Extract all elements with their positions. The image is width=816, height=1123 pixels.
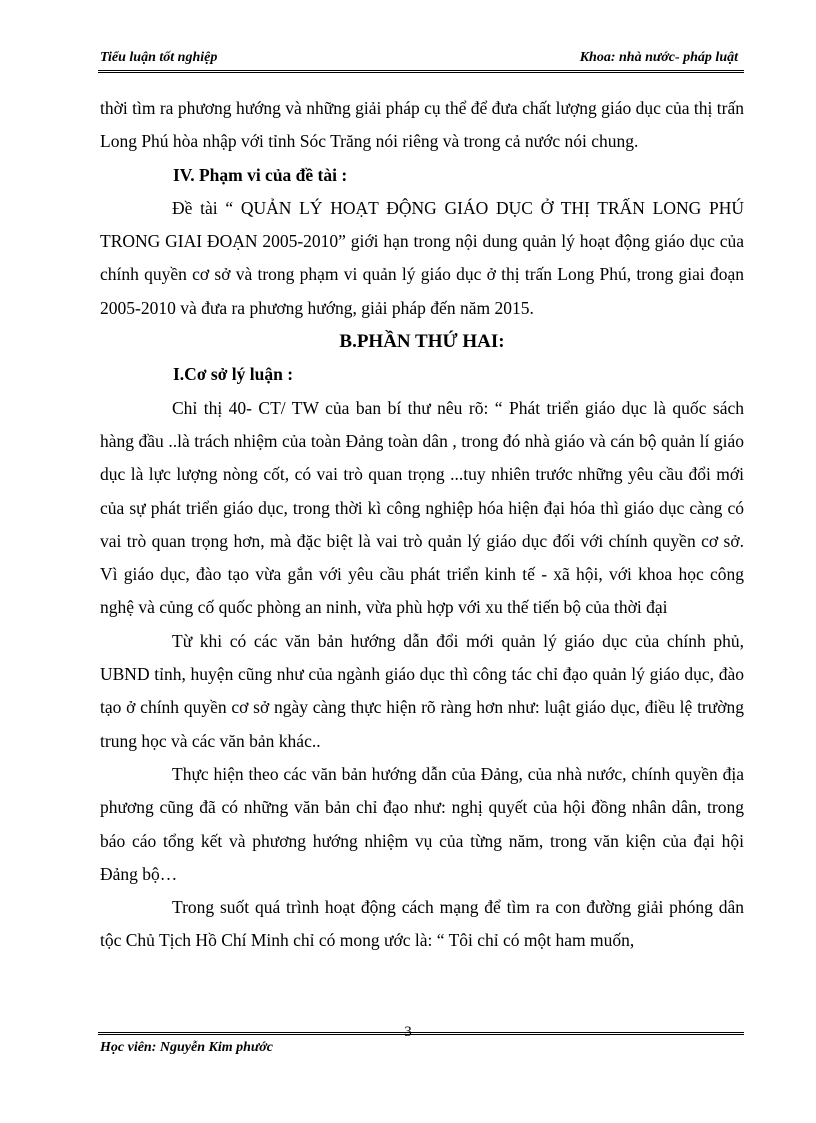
header-left-title: Tiểu luận tốt nghiệp [100, 50, 218, 65]
paragraph-scope: Đề tài “ QUẢN LÝ HOẠT ĐỘNG GIÁO DỤC Ở THỊ TRẤN LONG PHÚ TRONG GIAI ĐOẠN 2005-2010” giới hạn trong nội dung quản lý hoạt động giáo dục của chính quyền cơ sở và trong phạm vi quản lý giáo dục ở thị trấn Long Phú, trong giai đoạn 2005-2010 và đưa ra phương hướng, giải pháp đến năm 2015. [100, 197, 744, 318]
header-divider [98, 70, 744, 73]
paragraph-ho-chi-minh: Trong suốt quá trình hoạt động cách mạng để tìm ra con đường giải phóng dân tộc Chủ Tịch Hồ Chí Minh chỉ có mong ước là: “ Tôi chỉ có một ham muốn, [100, 897, 744, 951]
paragraph-intro: thời tìm ra phương hướng và những giải pháp cụ thể để đưa chất lượng giáo dục của thị trấn Long Phú hòa nhập với tỉnh Sóc Trăng nói riêng và trong cả nước nói chung. [100, 98, 744, 152]
paragraph-implementation: Thực hiện theo các văn bản hướng dẫn của Đảng, của nhà nước, chính quyền địa phương cũng đã có những văn bản chỉ đạo như: nghị quyết của hội đồng nhân dân, trong báo cáo tổng kết và phương hướng nhiệm vụ của từng năm, trong văn kiện của đại hội Đảng bộ… [100, 763, 744, 884]
part-title: B.PHẦN THỨ HAI: [339, 331, 505, 353]
header-right-title: Khoa: nhà nước- pháp luật [579, 50, 738, 65]
page-number: 3 [404, 1024, 412, 1040]
section-heading-theory: I.Cơ sở lý luận : [173, 364, 294, 385]
footer-author: Học viên: Nguyễn Kim phước [100, 1040, 273, 1055]
section-heading-scope: IV. Phạm vi của đề tài : [173, 164, 348, 185]
document-body [100, 92, 744, 958]
paragraph-directive: Chỉ thị 40- CT/ TW của ban bí thư nêu rõ: “ Phát triển giáo dục là quốc sách hàng đầu ..là trách nhiệm của toàn Đảng toàn dân , trong đó nhà giáo và cán bộ quản lí giáo dục là lực lượng nòng cốt, có vai trò quan trọng ...tuy nhiên trước những yêu cầu đổi mới của sự phát triển giáo dục, trong thời kì công nghiệp hóa hiện đại hóa thì giáo dục càng có vai trò quan trọng hơn, mà đặc biệt là vai trò quản lý giáo dục đối với chính quyền cơ sở. Vì giáo dục, đào tạo vừa gắn với yêu cầu phát triển kinh tế - xã hội, với khoa học công nghệ và củng cố quốc phòng an ninh, vừa phù hợp với xu thế tiến bộ của thời đại [100, 397, 744, 618]
paragraph-guidance: Từ khi có các văn bản hướng dẫn đổi mới quản lý giáo dục của chính phủ, UBND tỉnh, huyện cũng như của ngành giáo dục thì công tác chỉ đạo quản lý giáo dục, đào tạo ở chính quyền cơ sở ngày càng thực hiện rõ ràng hơn như: luật giáo dục, điều lệ trường trung học và các văn bản khác.. [100, 630, 744, 751]
footer-divider [98, 1032, 744, 1035]
